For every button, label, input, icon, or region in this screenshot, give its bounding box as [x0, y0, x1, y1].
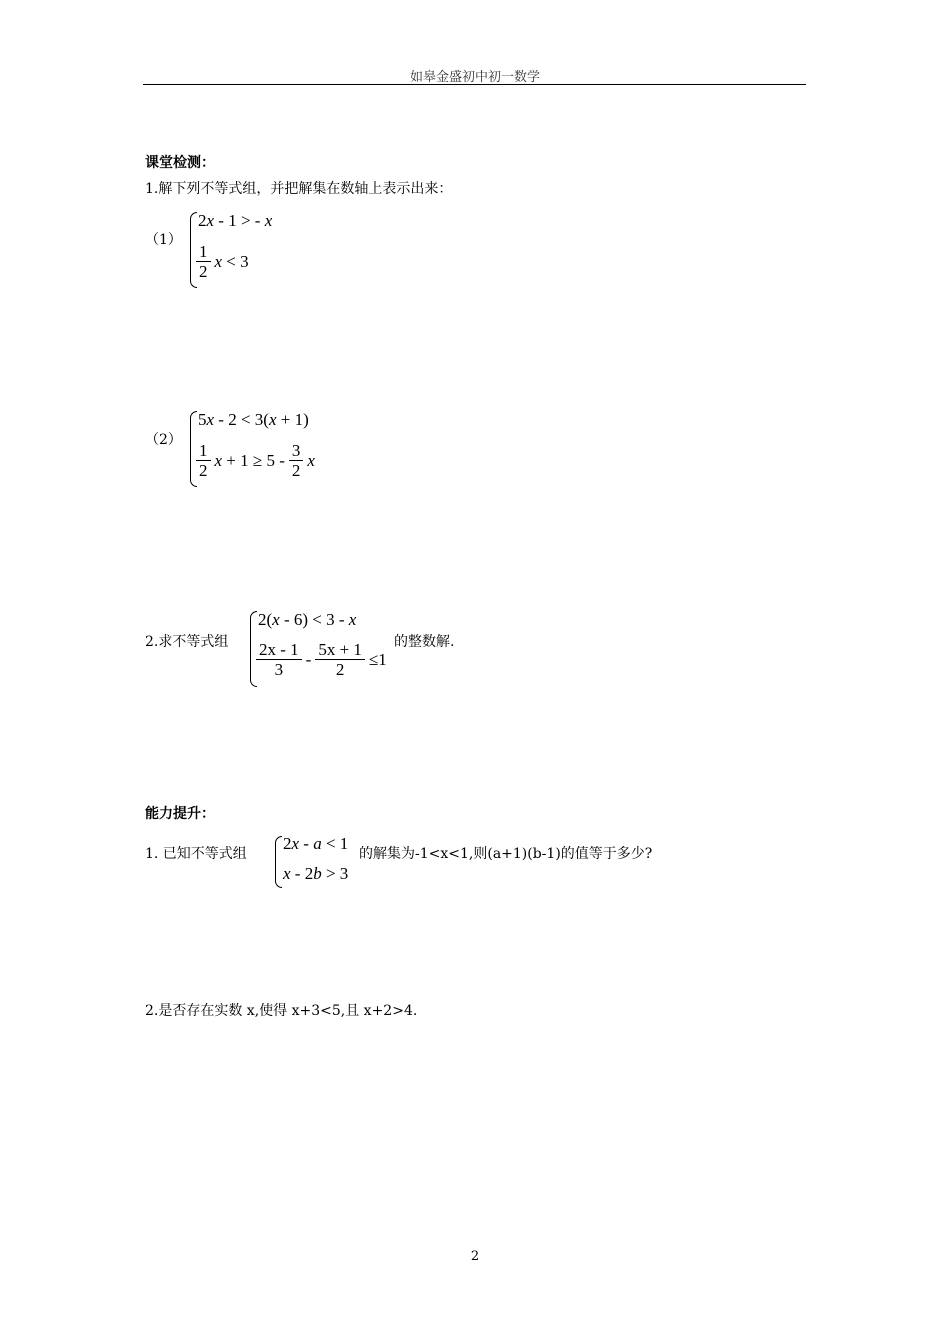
numerator: 5x + 1 [318, 640, 362, 659]
denominator: 2 [196, 460, 211, 480]
term: 2 [283, 834, 292, 853]
fraction [256, 640, 302, 679]
variable: x [268, 410, 277, 429]
part-2-label: （2） [145, 432, 182, 448]
question-2-prefix: 2.求不等式组 [145, 634, 229, 650]
denominator: 3 [256, 659, 302, 679]
term: - 6) < 3 - [279, 610, 349, 629]
inequality-3a [258, 610, 356, 630]
variable: x [348, 610, 357, 629]
fraction [196, 242, 211, 281]
term: - [299, 834, 314, 853]
fraction [315, 640, 365, 679]
numerator: 3 [291, 441, 301, 460]
page-number: 2 [470, 1249, 480, 1264]
variable: x [291, 834, 300, 853]
inequality-4b [283, 864, 348, 884]
term: + 1 ≥ 5 - [222, 450, 285, 470]
ability-question-2-text: 2.是否存在实数 x,使得 x+3<5,且 x+2>4. [145, 1003, 418, 1019]
header-divider [143, 84, 806, 85]
term: > 3 [321, 864, 349, 883]
variable: a [313, 834, 322, 853]
numerator: 1 [199, 441, 208, 460]
variable: x [206, 211, 215, 230]
denominator: 2 [315, 659, 365, 679]
term: ≤1 [368, 649, 387, 669]
inequality-1a [198, 211, 272, 231]
ability-question-1-prefix: 1. 已知不等式组 [145, 846, 247, 862]
ability-question-1-suffix: 的解集为-1<x<1,则(a+1)(b-1)的值等于多少? [359, 846, 653, 862]
variable: b [313, 864, 322, 883]
term: - 1 > - [214, 211, 265, 230]
section-title-ability-improvement: 能力提升： [145, 806, 215, 822]
term: - 2 < 3( [214, 410, 269, 429]
section-title-classroom-check: 课堂检测： [145, 155, 215, 171]
term: 5 [198, 410, 207, 429]
denominator: 2 [196, 261, 211, 281]
system-brace-4 [275, 836, 282, 888]
variable: x [214, 251, 223, 271]
numerator: 2x - 1 [259, 640, 299, 659]
numerator: 1 [199, 242, 208, 261]
term: + 1) [276, 410, 309, 429]
term: < 1 [321, 834, 349, 853]
term: 2( [258, 610, 273, 629]
variable: x [264, 211, 273, 230]
variable: x [214, 450, 223, 470]
page-header-title: 如皋金盛初中初一数学 [409, 70, 540, 85]
operator: - [305, 649, 312, 669]
variable: x [272, 610, 280, 629]
question-1-text: 1.解下列不等式组，并把解集在数轴上表示出来： [145, 181, 453, 197]
variable: x [206, 410, 215, 429]
variable: x [307, 450, 315, 470]
variable: x [283, 864, 291, 883]
fraction [289, 441, 304, 480]
inequality-2a [198, 410, 309, 430]
part-1-label: （1） [145, 232, 182, 248]
inequality-2b [196, 441, 315, 480]
term: 2 [198, 211, 207, 230]
fraction [196, 441, 211, 480]
inequality-4a [283, 834, 348, 854]
inequality-3b [256, 640, 387, 679]
term: - 2 [290, 864, 314, 883]
term: < 3 [222, 251, 249, 271]
inequality-1b [196, 242, 249, 281]
denominator: 2 [289, 460, 304, 480]
question-2-suffix: 的整数解. [394, 634, 455, 650]
